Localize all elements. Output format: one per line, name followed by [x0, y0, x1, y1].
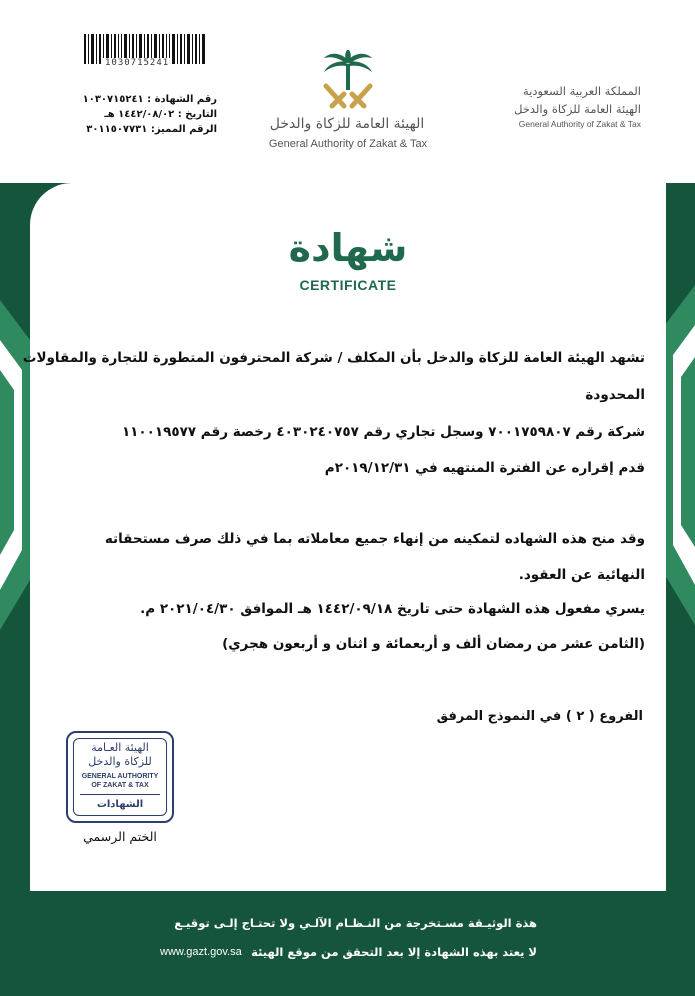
unique-number: الرقم المميز: ٣٠١١٥٠٧٧٣١	[86, 124, 217, 135]
body-line-3: شركة رقم ٧٠٠١٧٥٩٨٠٧ وسجل تجاري رقم ٤٠٣٠٢٤٠٧٥٧ رخصة رقم ١١٠٠١٩٥٧٧	[121, 424, 645, 440]
certificate-date: التاريخ : ١٤٤٢/٠٨/٠٢ هـ	[104, 109, 217, 120]
stamp-arabic-line-2: للزكاة والدخل	[88, 755, 152, 768]
kingdom-name: المملكة العربية السعودية	[523, 84, 641, 98]
footer-website-link[interactable]: www.gazt.gov.sa	[160, 946, 242, 958]
logo-english-name: General Authority of Zakat & Tax	[268, 138, 428, 150]
authority-english-name: General Authority of Zakat & Tax	[518, 119, 641, 129]
certificate-number: رقم الشهادة : ١٠٣٠٧١٥٢٤١	[82, 94, 217, 105]
stamp-caption: الختم الرسمي	[83, 829, 157, 844]
body-line-2: المحدودة	[585, 387, 645, 403]
stamp-english-line-2: OF ZAKAT & TAX	[91, 782, 149, 789]
body-line-5: وقد منح هذه الشهاده لتمكينه من إنهاء جميع معاملاته بما في ذلك صرف مستحقاته	[104, 531, 645, 547]
branches-note: الفروع ( ٢ ) في النموذج المرفق	[436, 709, 643, 724]
barcode-number: 1030715241	[102, 58, 172, 68]
stamp-divider	[80, 794, 160, 795]
footer-note-line-2: لا يعتد بهذه الشهادة إلا بعد التحقق من موقع الهيئة	[251, 945, 537, 959]
stamp-arabic-line-1: الهيئة العـامة	[91, 741, 149, 754]
certificate-title-english: CERTIFICATE	[299, 277, 397, 293]
body-line-1: تشهد الهيئة العامة للزكاة والدخل بأن المكلف / شركة المحترفون المتطورة للتجارة والمقاولات	[22, 350, 645, 366]
stamp-bottom-label: الشهادات	[96, 799, 144, 810]
body-line-8: (الثامن عشر من رمضان ألف و أربعمائة و اثنان و أربعون هجري)	[222, 636, 645, 652]
footer-note-line-1: هذة الوثيـقة مسـتخرجة من النـظـام الآلـي ولا تحتـاج إلـى توقيـع	[174, 916, 537, 930]
body-line-7: يسري مفعول هذه الشهادة حتى تاريخ ١٤٤٢/٠٩/١٨ هـ الموافق ٢٠٢١/٠٤/٣٠ م.	[140, 601, 645, 617]
authority-arabic-name: الهيئة العامة للزكاة والدخل	[514, 102, 641, 116]
palm-logo-icon	[318, 46, 378, 114]
official-stamp	[66, 731, 174, 823]
body-line-4: قدم إقراره عن الفترة المنتهيه في ٢٠١٩/١٢/٣١م	[324, 460, 645, 476]
logo-arabic-name: الهيئة العامة للزكاة والدخل	[269, 116, 425, 132]
body-line-6: النهائية عن العقود.	[518, 567, 645, 583]
barcode	[84, 34, 206, 70]
certificate-title-arabic: شهادة	[288, 226, 408, 270]
stamp-english-line-1: GENERAL AUTHORITY	[81, 773, 159, 780]
